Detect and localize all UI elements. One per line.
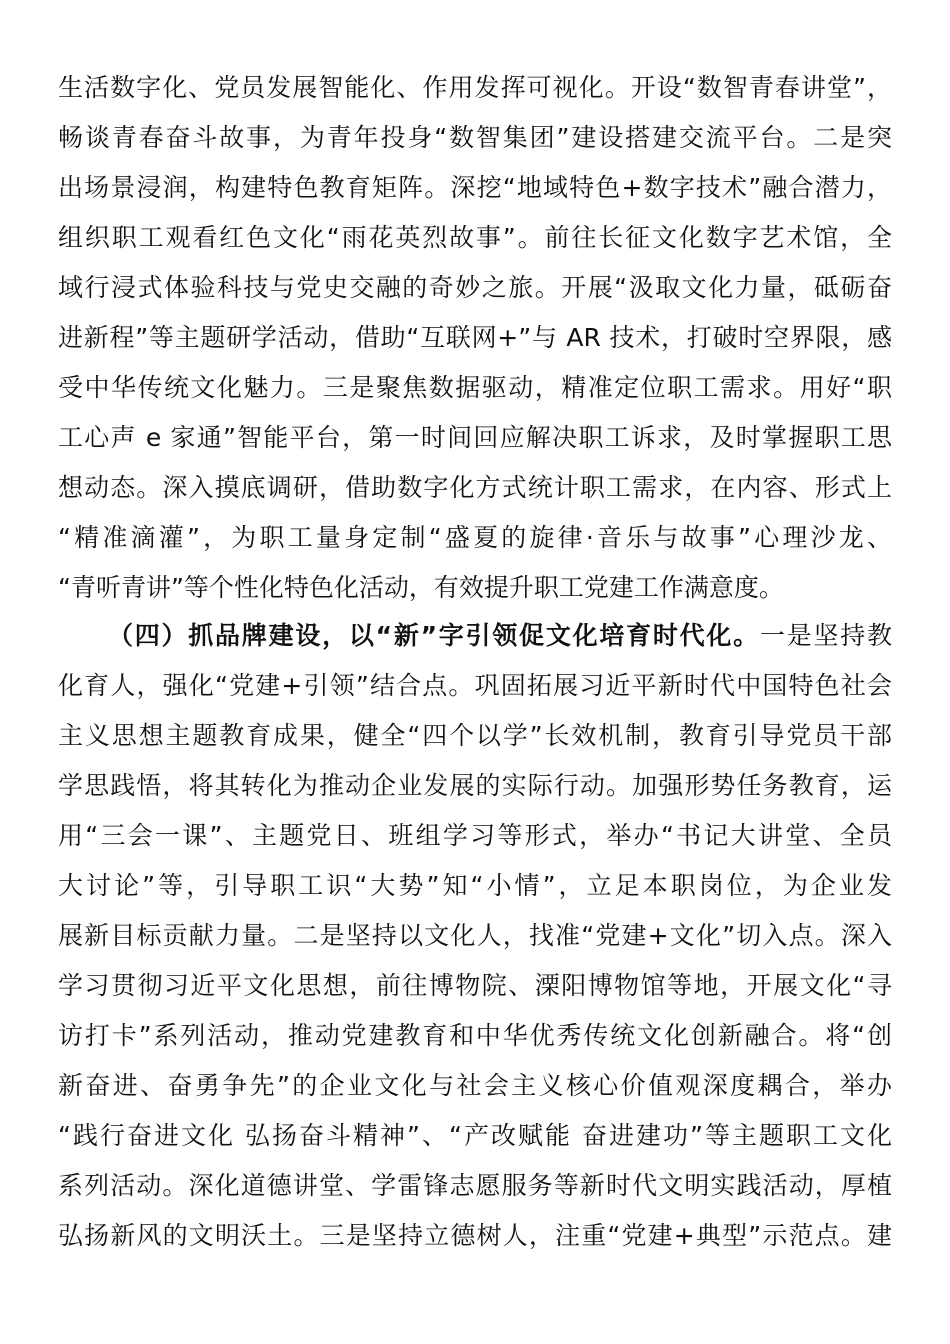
paragraph-line: 畅谈青春奋斗故事，为青年投身“数智集团”建设搭建交流平台。二是突 xyxy=(58,123,892,152)
paragraph-line: “青听青讲”等个性化特色化活动，有效提升职工党建工作满意度。 xyxy=(58,573,784,602)
section-heading: （四）抓品牌建设，以“新”字引领促文化培育时代化。 xyxy=(108,621,760,650)
paragraph-line: 进新程”等主题研学活动，借助“互联网+”与 AR 技术，打破时空界限，感 xyxy=(58,323,892,352)
paragraph-line: 弘扬新风的文明沃土。三是坚持立德树人，注重“党建+典型”示范点。建 xyxy=(58,1221,892,1250)
paragraph-line: 化育人，强化“党建+引领”结合点。巩固拓展习近平新时代中国特色社会 xyxy=(58,671,892,700)
paragraph-line: 展新目标贡献力量。二是坚持以文化人，找准“党建+文化”切入点。深入 xyxy=(58,921,892,950)
paragraph-line: “精准滴灌”，为职工量身定制“盛夏的旋律·音乐与故事”心理沙龙、 xyxy=(58,523,892,552)
paragraph-line: 系列活动。深化道德讲堂、学雷锋志愿服务等新时代文明实践活动，厚植 xyxy=(58,1171,892,1200)
paragraph-line: 学思践悟，将其转化为推动企业发展的实际行动。加强形势任务教育，运 xyxy=(58,771,892,800)
section-heading-tail: 一是坚持教 xyxy=(759,621,892,650)
paragraph-line: 受中华传统文化魅力。三是聚焦数据驱动，精准定位职工需求。用好“职 xyxy=(58,373,892,402)
paragraph-line: 大讨论”等，引导职工识“大势”知“小情”，立足本职岗位，为企业发 xyxy=(58,871,892,900)
paragraph-line: “践行奋进文化 弘扬奋斗精神”、“产改赋能 奋进建功”等主题职工文化 xyxy=(58,1121,892,1150)
paragraph-line: 出场景浸润，构建特色教育矩阵。深挖“地域特色+数字技术”融合潜力， xyxy=(58,173,892,202)
paragraph-line: 组织职工观看红色文化“雨花英烈故事”。前往长征文化数字艺术馆，全 xyxy=(58,223,892,252)
paragraph-line: 域行浸式体验科技与党史交融的奇妙之旅。开展“汲取文化力量，砥砺奋 xyxy=(58,273,892,302)
paragraph-line: 用“三会一课”、主题党日、班组学习等形式，举办“书记大讲堂、全员 xyxy=(58,821,892,850)
paragraph-line: 新奋进、奋勇争先”的企业文化与社会主义核心价值观深度耦合，举办 xyxy=(58,1071,892,1100)
paragraph-line: 想动态。深入摸底调研，借助数字化方式统计职工需求，在内容、形式上 xyxy=(58,473,892,502)
paragraph-line: 主义思想主题教育成果，健全“四个以学”长效机制，教育引导党员干部 xyxy=(58,721,892,750)
paragraph-line: 学习贯彻习近平文化思想，前往博物院、溧阳博物馆等地，开展文化“寻 xyxy=(58,971,892,1000)
section-heading-line xyxy=(108,616,892,656)
paragraph-line: 生活数字化、党员发展智能化、作用发挥可视化。开设“数智青春讲堂”， xyxy=(58,73,892,102)
paragraph-line: 工心声 e 家通”智能平台，第一时间回应解决职工诉求，及时掌握职工思 xyxy=(58,423,892,452)
paragraph-line: 访打卡”系列活动，推动党建教育和中华优秀传统文化创新融合。将“创 xyxy=(58,1021,892,1050)
